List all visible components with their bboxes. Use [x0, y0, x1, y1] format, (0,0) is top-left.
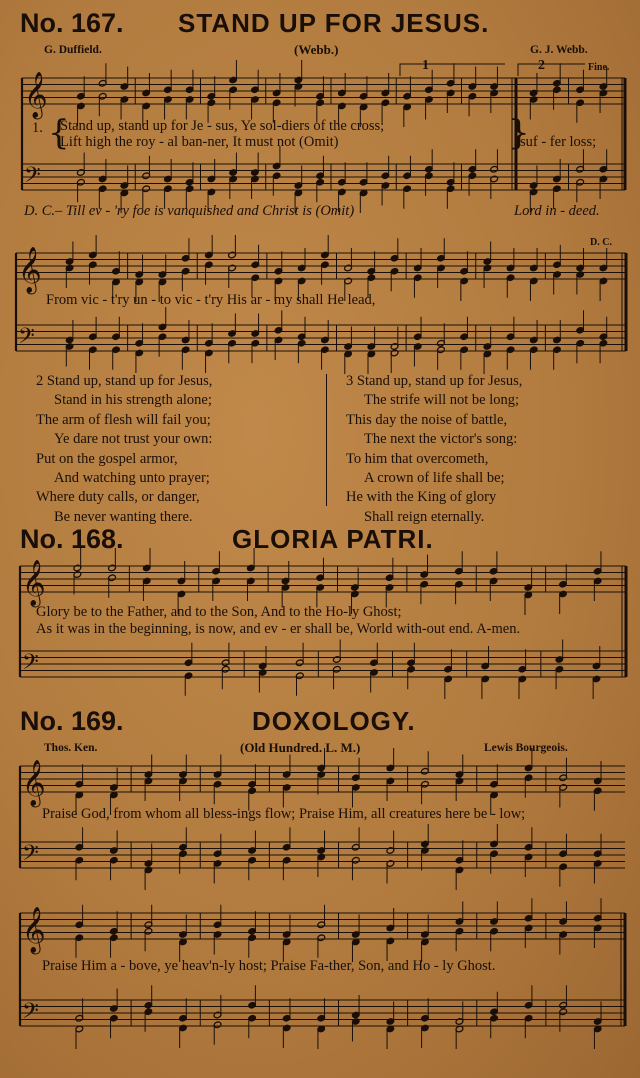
stanza-divider	[326, 374, 327, 506]
stanza-line: Shall reign eternally.	[364, 508, 485, 525]
svg-text:𝄞: 𝄞	[22, 760, 46, 806]
volta-brackets	[400, 64, 585, 76]
hymn-tune: (Webb.)	[294, 42, 339, 57]
stanza-line: The next the victor's song:	[364, 431, 518, 448]
brace-left: {	[48, 113, 70, 153]
svg-text:𝄢: 𝄢	[18, 324, 35, 354]
staff-168-bass	[20, 651, 626, 677]
stanza-line: To him that overcometh,	[346, 450, 489, 467]
svg-text:𝄞: 𝄞	[18, 247, 42, 293]
fine-mark: Fine.	[588, 62, 610, 73]
hymn-number: No. 169.	[20, 706, 124, 736]
svg-text:𝄞: 𝄞	[22, 907, 46, 953]
stanza-line: The strife will not be long;	[364, 392, 520, 409]
stanza-line: Where duty calls, or danger,	[36, 489, 200, 506]
stanza-2	[36, 372, 212, 527]
brace-right: }	[508, 113, 530, 153]
hymn-title: STAND UP FOR JESUS.	[178, 8, 490, 38]
stanza-line: Put on the gospel armor,	[36, 450, 178, 467]
lyric-line-2: As it was in the beginning, is now, and ev - er shall be, World with-out end. A-men.	[36, 621, 521, 637]
stanza-line: He with the King of glory	[346, 489, 497, 506]
svg-text:𝄢: 𝄢	[22, 650, 39, 680]
svg-text:𝄢: 𝄢	[22, 999, 39, 1029]
stanza-line: And watching unto prayer;	[54, 470, 210, 487]
hymn-composer: Lewis Bourgeois.	[484, 742, 568, 754]
dc-lyric: D. C.– Till ev - 'ry foe is vanquished and Christ is (Omit)	[24, 203, 355, 219]
lyric-line-3: From vic - t'ry un - to vic - t'ry His ar - my shall He lead,	[46, 292, 376, 308]
stanza-line: Stand in his strength alone;	[54, 392, 212, 409]
dc-lyric-end: Lord in - deed.	[514, 203, 600, 219]
hymn-title: GLORIA PATRI.	[232, 524, 434, 554]
hymn-composer: G. J. Webb.	[530, 44, 588, 56]
lyric-line-1b: suf - fer loss;	[520, 134, 597, 150]
hymn-number: No. 168.	[20, 524, 124, 554]
svg-text:𝄞: 𝄞	[22, 560, 46, 606]
final-barlines	[512, 78, 626, 1026]
stanza-line: Be never wanting there.	[54, 508, 193, 525]
hymn-title: DOXOLOGY.	[252, 706, 416, 736]
hymn-tune: (Old Hundred. L. M.)	[240, 740, 361, 755]
lyric-line-2: Praise Him a - bove, ye heav'n-ly host; Praise Fa-ther, Son, and Ho - ly Ghost.	[42, 958, 496, 974]
hymn-author: G. Duffield.	[44, 44, 102, 56]
dc-mark: D. C.	[590, 237, 612, 248]
lyric-line-1: Praise God, from whom all bless-ings flow; Praise Him, all creatures here be - low;	[42, 806, 526, 822]
lyric-line-2: Lift high the roy - al ban-ner, It must not (Omit)	[60, 134, 339, 150]
stanza-3	[346, 372, 522, 527]
svg-text:𝄞: 𝄞	[24, 72, 48, 118]
svg-text:𝄢: 𝄢	[24, 163, 41, 193]
stanza-line: 2 Stand up, stand up for Jesus,	[36, 373, 213, 389]
stanza-line: A crown of life shall be;	[364, 470, 505, 487]
hymn-author: Thos. Ken.	[44, 742, 98, 754]
verse-number: 1.	[32, 120, 43, 136]
stanza-line: This day the noise of battle,	[346, 411, 508, 428]
stanza-line: 3 Stand up, stand up for Jesus,	[346, 373, 523, 389]
svg-text:𝄢: 𝄢	[22, 841, 39, 871]
stanza-line: Ye dare not trust your own:	[54, 431, 213, 448]
stanza-line: The arm of flesh will fail you;	[36, 411, 211, 428]
ending-2-mark: 2	[538, 58, 545, 73]
ending-1-mark: 1	[422, 58, 429, 73]
lyric-line-1: Glory be to the Father, and to the Son, And to the Ho-ly Ghost;	[36, 604, 402, 620]
hymn-number: No. 167.	[20, 8, 124, 38]
lyric-line-1a: Stand up, stand up for Je - sus, Ye sol-diers of the cross;	[60, 118, 385, 134]
